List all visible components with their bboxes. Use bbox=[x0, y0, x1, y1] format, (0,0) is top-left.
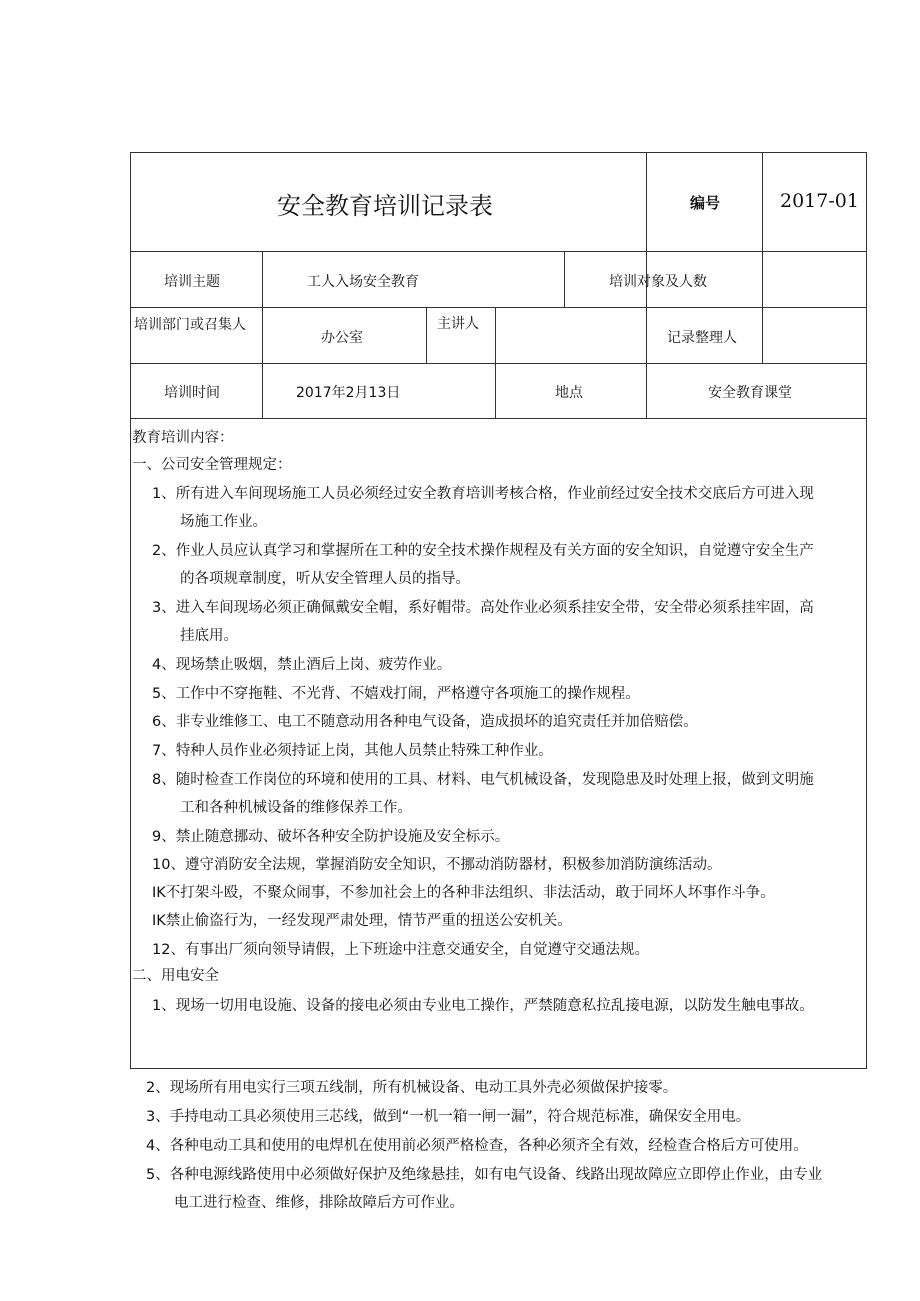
outside-line: 电工进行检查、维修，排除故障后方可作业。 bbox=[174, 1195, 464, 1211]
row-divider bbox=[130, 363, 867, 364]
dept-value: 办公室 bbox=[321, 330, 363, 346]
row-divider bbox=[130, 418, 867, 419]
outside-line: 3、手持电动工具必须使用三芯线，做到“一机一箱一闸一漏”，符合规范标准，确保安全用电。 bbox=[146, 1109, 751, 1125]
content-line: 工和各种机械设备的维修保养工作。 bbox=[180, 800, 412, 816]
outside-line: 2、现场所有用电实行三项五线制，所有机械设备、电动工具外壳必须做保护接零。 bbox=[146, 1080, 678, 1096]
place-value: 安全教育课堂 bbox=[708, 385, 792, 401]
section2-title: 二、用电安全 bbox=[132, 968, 219, 984]
lecturer-label: 主讲人 bbox=[437, 316, 479, 332]
content-line: 6、非专业维修工、电工不随意动用各种电气设备，造成损坏的追究责任并加倍赔偿。 bbox=[152, 714, 698, 730]
outside-line: 4、各种电动工具和使用的电焊机在使用前必须严格检查，各种必须齐全有效，经检查合格后方可使用。 bbox=[146, 1138, 808, 1154]
number-label: 编号 bbox=[690, 194, 721, 212]
content-line: 挂底用。 bbox=[180, 628, 238, 644]
content-line: 3、进入车间现场必须正确佩戴安全帽，系好帽带。高处作业必须系挂安全带，安全带必须系挂牢固，高 bbox=[152, 600, 814, 616]
content-line: IK不打架斗殴，不聚众闹事，不参加社会上的各种非法组织、非法活动，敢于同坏人坏事作斗争。 bbox=[152, 885, 775, 901]
page-title: 安全教育培训记录表 bbox=[277, 192, 493, 220]
topic-label: 培训主题 bbox=[164, 274, 220, 290]
topic-value: 工人入场安全教育 bbox=[307, 274, 419, 290]
content-line: 的各项规章制度，听从安全管理人员的指导。 bbox=[180, 571, 470, 587]
row-divider bbox=[130, 307, 867, 308]
time-label: 培训时间 bbox=[164, 385, 220, 401]
col-divider bbox=[426, 307, 427, 363]
col-divider bbox=[262, 251, 263, 418]
dept-label: 培训部门或召集人 bbox=[134, 317, 246, 333]
content-line: 5、工作中不穿拖鞋、不光背、不嬉戏打闹，严格遵守各项施工的操作规程。 bbox=[152, 686, 640, 702]
content-line: 场施工作业。 bbox=[180, 514, 267, 530]
outside-line: 5、各种电源线路使用中必须做好保护及绝缘悬挂，如有电气设备、线路出现故障应立即停止作业，由专业 bbox=[146, 1167, 823, 1183]
place-label: 地点 bbox=[555, 385, 583, 401]
time-value: 2017年2月13日 bbox=[296, 385, 401, 401]
content-line: 7、特种人员作业必须持证上岗，其他人员禁止特殊工种作业。 bbox=[152, 743, 553, 759]
number-value: 2017-01 bbox=[780, 190, 859, 212]
col-divider bbox=[762, 152, 763, 363]
content-heading: 教育培训内容： bbox=[132, 430, 234, 446]
col-divider bbox=[564, 251, 565, 307]
content-line: 10、遵守消防安全法规，掌握消防安全知识，不挪动消防器材，积极参加消防演练活动。 bbox=[152, 857, 722, 873]
row-divider bbox=[130, 251, 867, 252]
content-line: 8、随时检查工作岗位的环境和使用的工具、材料、电气机械设备，发现隐患及时处理上报，做到文明施 bbox=[152, 772, 814, 788]
content-line: 1、所有进入车间现场施工人员必须经过安全教育培训考核合格，作业前经过安全技术交底后方可进入现 bbox=[152, 486, 814, 502]
audience-label: 培训对象及人数 bbox=[609, 274, 707, 290]
col-divider bbox=[495, 307, 496, 418]
content-line: 9、禁止随意挪动、破坏各种安全防护设施及安全标示。 bbox=[152, 829, 510, 845]
section1-title: 一、公司安全管理规定： bbox=[132, 457, 292, 473]
recorder-label: 记录整理人 bbox=[667, 330, 737, 346]
content-line: IK禁止偷盗行为，一经发现严肃处理，情节严重的扭送公安机关。 bbox=[152, 913, 572, 929]
content-line: 12、有事出厂须向领导请假，上下班途中注意交通安全，自觉遵守交通法规。 bbox=[152, 942, 649, 958]
content-line: 1、现场一切用电设施、设备的接电必须由专业电工操作，严禁随意私拉乱接电源，以防发生触电事故。 bbox=[152, 998, 814, 1014]
content-line: 2、作业人员应认真学习和掌握所在工种的安全技术操作规程及有关方面的安全知识，自觉遵守安全生产 bbox=[152, 543, 814, 559]
content-line: 4、现场禁止吸烟，禁止酒后上岗、疲劳作业。 bbox=[152, 657, 452, 673]
